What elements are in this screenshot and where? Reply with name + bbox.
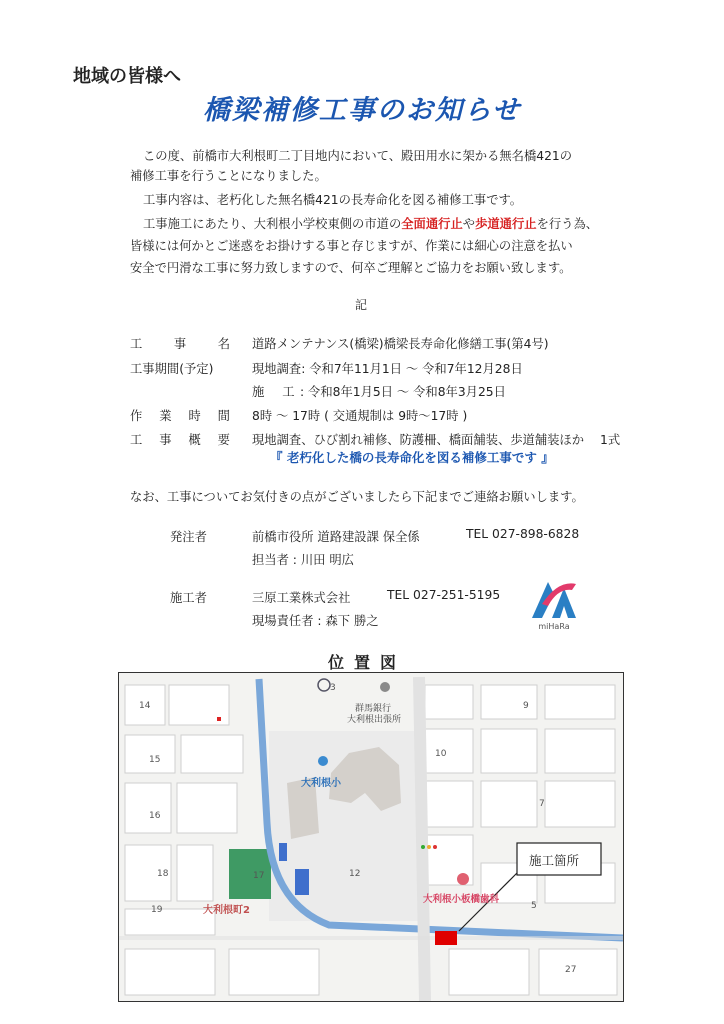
map-school: 大利根小	[301, 778, 341, 789]
map-bank-branch: 大利根出張所	[347, 715, 402, 725]
summary-qty: 1式	[600, 433, 621, 447]
map-block: 18	[157, 869, 169, 879]
contractor-person: 現場責任者 : 森下 勝之	[252, 614, 379, 628]
orderer-org: 前橋市役所 道路建設課 保全係	[252, 530, 420, 544]
period-construction-dates: : 令和8年1月5日 ～ 令和8年3月25日	[300, 385, 506, 399]
orderer-tel: TEL 027-898-6828	[466, 527, 580, 541]
location-map[interactable]	[118, 672, 624, 1002]
period-survey: 現地調査: 令和7年11月1日 ～ 令和7年12月28日	[252, 362, 523, 376]
sidewalk-closure-text: 歩道通行止	[475, 217, 537, 231]
map-block: 12	[349, 869, 361, 879]
map-block: 15	[149, 755, 161, 765]
work-hours-value: 8時 ～ 17時 ( 交通規制は 9時～17時 )	[252, 409, 468, 423]
contractor-label: 施工者	[170, 591, 207, 605]
summary-value: 現地調査、ひび割れ補修、防護柵、橋面舗装、歩道舗装ほか	[252, 433, 585, 447]
intro-line-4a: 工事施工にあたり、大利根小学校東側の市道の	[143, 217, 402, 231]
intro-line-4	[143, 215, 598, 233]
intro-line-6: 安全で円滑な工事に努力致しますので、何卒ご理解とご協力をお願い致します。	[130, 261, 572, 275]
period-construction: 施工: 令和8年1月5日 ～ 令和8年3月25日	[252, 385, 506, 399]
period-label: 工事期間(予定)	[130, 362, 214, 376]
map-callout: 施工箇所	[529, 853, 580, 868]
intro-line-4b: や	[462, 217, 476, 231]
map-block: 3	[330, 683, 336, 693]
summary-label: 工 事 概 要	[130, 433, 230, 447]
highlight-note: 『 老朽化した橋の長寿命化を図る補修工事です 』	[270, 450, 554, 465]
map-block: 9	[523, 701, 529, 711]
logo-text: miHaRa	[538, 622, 570, 631]
intro-line-4c: を行う為、	[536, 217, 599, 231]
construction-name-value: 道路メンテナンス(橋梁)橋梁長寿命化修繕工事(第4号)	[252, 337, 549, 351]
intro-line-3: 工事内容は、老朽化した無名橋421の長寿命化を図る補修工事です。	[143, 193, 523, 207]
map-station: 大利根小板橋歯科	[423, 894, 500, 905]
intro-line-1: この度、前橋市大利根町二丁目地内において、殿田用水に架かる無名橋421の	[143, 149, 573, 163]
map-block: 7	[539, 799, 545, 809]
orderer-person: 担当者 : 川田 明広	[252, 553, 354, 567]
map-block: 27	[565, 965, 577, 975]
road-closure-text: 全面通行止	[401, 217, 463, 231]
greeting: 地域の皆様へ	[73, 66, 181, 87]
map-district: 大利根町2	[203, 905, 250, 916]
intro-line-5: 皆様には何かとご迷惑をお掛けする事と存じますが、作業には細心の注意を払い	[130, 239, 573, 253]
contact-note: なお、工事についてお気付きの点がございましたら下記までご連絡お願いします。	[130, 490, 584, 504]
construction-name-label: 工 事 名	[130, 337, 230, 351]
work-hours-label: 作 業 時 間	[130, 409, 230, 423]
intro-line-2: 補修工事を行うことになりました。	[130, 169, 327, 183]
map-block: 16	[149, 811, 161, 821]
page-title: 橋梁補修工事のお知らせ	[202, 95, 522, 126]
mihara-logo	[528, 574, 580, 632]
orderer-label: 発注者	[170, 530, 207, 544]
contractor-org: 三原工業株式会社	[252, 591, 351, 605]
map-block: 10	[435, 749, 447, 759]
map-block: 5	[531, 901, 537, 911]
map-title: 位置図	[0, 650, 724, 673]
map-block: 19	[151, 905, 163, 915]
map-block: 17	[253, 871, 265, 881]
ki-heading: 記	[355, 298, 368, 312]
map-block: 14	[139, 701, 151, 711]
map-bank: 群馬銀行	[355, 704, 392, 714]
contractor-tel: TEL 027-251-5195	[387, 588, 501, 602]
